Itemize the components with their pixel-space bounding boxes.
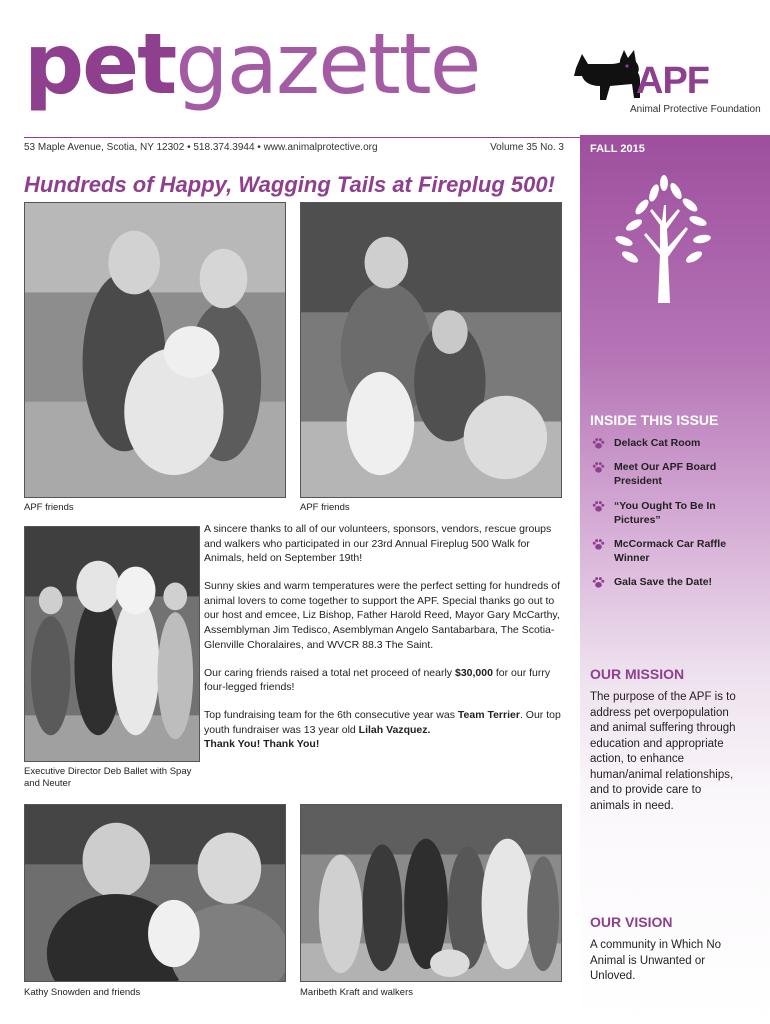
apf-logo [570,42,761,122]
thank-you: Thank You! Thank You! [204,738,320,751]
inside-item-label: McCormack Car Raffle Winner [614,537,727,565]
photo-couple-with-dogs [300,202,562,498]
vision-title: OUR VISION [590,914,673,930]
apf-letters: APF [636,60,709,102]
caption-photo3: Executive Director Deb Ballet with Spay and Neuter [24,766,192,790]
tree-icon [594,175,734,305]
caption-photo1: APF friends [24,502,74,513]
caption-photo2: APF friends [300,502,350,513]
inside-issue-item[interactable] [590,537,760,565]
season-label: FALL 2015 [590,143,645,155]
inside-item-label: Gala Save the Date! [614,576,713,589]
inside-issue-list [590,436,760,589]
article-paragraph: A sincere thanks to all of our volunteers, sponsors, vendors, rescue groups and walkers who participated in our 23rd Annual Fireplug 500 Walk for Animals, held on September 19th! [204,523,552,565]
logo-gazette: gazette [175,15,480,113]
headline: Hundreds of Happy, Wagging Tails at Fireplug 500! [24,172,555,197]
inside-issue-item[interactable] [590,499,760,527]
article-text: Our caring friends raised a total net proceed of nearly [204,666,455,679]
masthead [24,15,480,132]
photo-kathy-snowden [24,804,286,982]
mission-body: The purpose of the APF is to address pet overpopulation and animal suffering through education and appropriate action, to enhance human/animal relationships, and to provide care to animals in need. [590,691,736,812]
inside-item-label: “You Ought To Be In Pictures” [614,499,716,526]
top-team: Team Terrier [457,708,520,721]
paw-icon [592,500,605,513]
article-paragraph: Sunny skies and warm temperatures were the perfect setting for hundreds of animal lovers to come together to support the APF. Special thanks go out to our host and emcee, Liz Bishop, Father Harold Reed, Mayor Gary McCarthy, Assemblyman Jim Tedisco, Asemblyman Angelo Santabarbara, The Scotia-Glenville Choralaires, and WVCR 88.3 The Saint. [204,580,561,651]
article-paragraph [204,666,564,695]
photo-maribeth-kraft [300,804,562,982]
header-rule [24,137,580,138]
photo-director-mascots [24,526,200,762]
article-body [204,522,564,765]
volume-number: Volume 35 No. 3 [490,142,564,153]
vision-body: A community in Which No Animal is Unwanted or Unloved. [590,939,722,983]
article-text: . Our top youth fundraiser was 13 year old [204,708,561,736]
article-text: Top fundraising team for the 6th consecutive year was [204,708,458,721]
apf-org-name: Animal Protective Foundation [630,104,761,115]
paw-icon [592,461,605,474]
top-youth: Lilah Vazquez. [358,723,431,736]
photo-girls-with-dog [24,202,286,498]
inside-issue-item[interactable] [590,460,760,488]
inside-issue-title: INSIDE THIS ISSUE [590,412,719,428]
logo-pet: pet [24,15,176,113]
article-paragraph [204,708,564,752]
mission-title: OUR MISSION [590,666,685,682]
paw-icon [592,437,605,450]
article-text: for our furry four-legged friends! [204,666,551,694]
inside-item-label: Delack Cat Room [614,437,701,449]
paw-icon [592,538,605,551]
pet-gazette-logo [24,15,480,113]
amount-raised: $30,000 [454,666,493,679]
address-line: 53 Maple Avenue, Scotia, NY 12302 • 518.374.3944 • www.animalprotective.org [24,142,378,153]
inside-item-label: Meet Our APF Board President [614,461,717,488]
paw-icon [592,576,605,589]
inside-issue-item[interactable] [590,575,760,589]
caption-photo4: Kathy Snowden and friends [24,987,141,998]
caption-photo5: Maribeth Kraft and walkers [300,987,413,998]
info-line [24,142,564,153]
inside-issue-item[interactable] [590,436,760,450]
